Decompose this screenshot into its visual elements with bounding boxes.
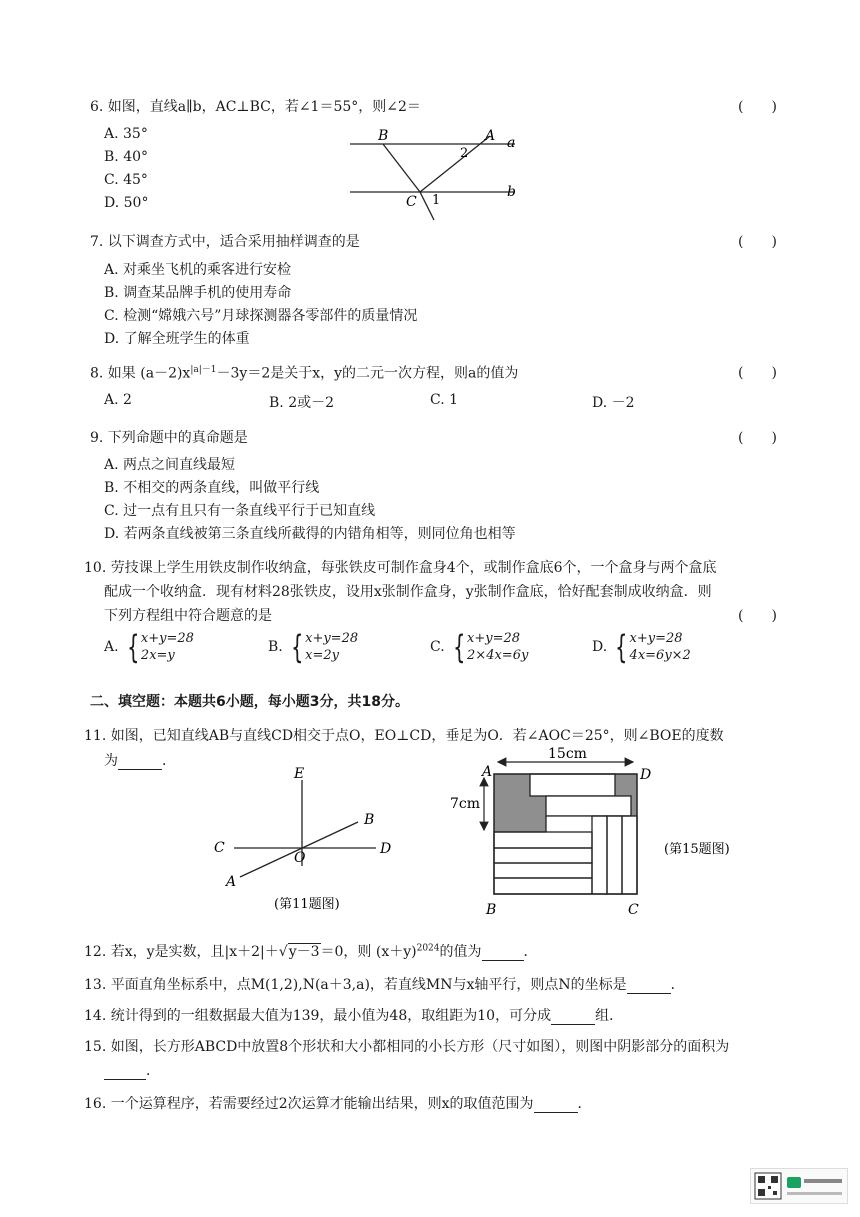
label-angle-1: 1 (432, 193, 441, 208)
caption-fig15: (第15题图) (664, 842, 730, 857)
option-10c-eq2: 2×4x=6y (467, 648, 529, 663)
qr-code-icon (751, 1169, 847, 1203)
question-16 (84, 1093, 592, 1113)
label-A: A (482, 764, 493, 780)
q12-end: ． (523, 944, 538, 960)
answer-blank-14[interactable] (551, 1010, 595, 1025)
option-10a-label: A. (104, 639, 119, 655)
answer-blank-16[interactable] (534, 1098, 578, 1113)
answer-paren-7[interactable]: ( ) (738, 234, 777, 250)
option-7b[interactable]: B. 调查某品牌手机的使用寿命 (104, 285, 292, 301)
option-10c-eq1: x+y=28 (467, 631, 521, 646)
option-10d-eq1: x+y=28 (629, 631, 683, 646)
option-10a-eq2: 2x=y (140, 648, 175, 663)
answer-blank-13[interactable] (627, 979, 671, 994)
question-15-line1: 15. 如图，长方形ABCD中放置8个形状和大小都相同的小长方形（尺寸如图），则图中阴影部分的面积为 (84, 1039, 730, 1055)
question-11-line2 (104, 750, 176, 770)
question-15-line2 (104, 1060, 160, 1080)
q12-post: 的值为 (439, 944, 482, 960)
figure-q11 (206, 762, 416, 917)
figure-q6 (340, 124, 530, 224)
question-9-stem: 9. 下列命题中的真命题是 (90, 430, 248, 446)
option-9c[interactable]: C. 过一点有且只有一条直线平行于已知直线 (104, 503, 376, 519)
answer-paren-8[interactable]: ( ) (738, 365, 777, 381)
question-10-line2: 配成一个收纳盒．现有材料28张铁皮，设用x张制作盒身，y张制作盒底，恰好配套制成收纳盒．则 (104, 584, 712, 600)
label-D: D (640, 767, 652, 783)
option-9a[interactable]: A. 两点之间直线最短 (104, 457, 236, 473)
sqrt-icon: √ (278, 944, 288, 960)
brace-icon: { (615, 628, 628, 666)
option-10a-eq1: x+y=28 (140, 631, 194, 646)
q8-exponent: |a|－1 (190, 365, 217, 375)
label-B: B (378, 128, 389, 144)
figure-q15 (448, 746, 758, 918)
answer-blank-15[interactable] (104, 1065, 146, 1080)
option-8d[interactable]: D. －2 (592, 395, 635, 411)
option-6d[interactable]: D. 50° (104, 195, 149, 211)
label-D: D (380, 841, 392, 857)
option-10d-label: D. (592, 639, 608, 655)
label-a: a (507, 135, 516, 151)
section-2-heading: 二、填空题：本题共6小题，每小题3分，共18分。 (90, 694, 409, 710)
option-9b[interactable]: B. 不相交的两条直线，叫做平行线 (104, 480, 320, 496)
brace-icon: { (290, 628, 304, 666)
q13-pre: 13. 平面直角坐标系中，点M(1,2),N(a＋3,a)，若直线MN与x轴平行，则点N的坐标是 (84, 977, 627, 993)
q12-exp: 2024 (416, 943, 440, 954)
q16-end: ． (577, 1096, 592, 1112)
option-10d[interactable] (592, 630, 691, 664)
width-label: 15cm (548, 746, 587, 762)
option-10b-eq2: x=2y (305, 648, 339, 663)
option-10c[interactable] (430, 630, 528, 664)
option-10a[interactable] (104, 630, 194, 664)
label-B: B (364, 812, 375, 828)
answer-paren-6[interactable]: ( ) (738, 99, 777, 115)
question-14 (84, 1005, 623, 1025)
label-b: b (507, 184, 516, 200)
label-E: E (294, 766, 305, 782)
answer-paren-9[interactable]: ( ) (738, 430, 777, 446)
label-B: B (486, 902, 497, 918)
option-7a[interactable]: A. 对乘坐飞机的乘客进行安检 (104, 262, 292, 278)
q13-end: ． (670, 977, 685, 993)
question-10-line3: 下列方程组中符合题意的是 (104, 608, 272, 624)
option-8c[interactable]: C. 1 (430, 392, 459, 408)
label-angle-2: 2 (460, 146, 469, 161)
option-6a[interactable]: A. 35° (104, 126, 148, 142)
label-A: A (485, 128, 496, 144)
q8-stem-pre: 8. 如果 (a－2)x (90, 365, 191, 382)
option-8b[interactable]: B. 2或－2 (269, 395, 335, 411)
question-7-stem: 7. 以下调查方式中，适合采用抽样调查的是 (90, 234, 360, 250)
brace-icon: { (126, 628, 139, 666)
answer-blank-12[interactable] (482, 946, 524, 961)
label-O: O (294, 850, 306, 866)
q14-pre: 14. 统计得到的一组数据最大值为139，最小值为48，取组距为10，可分成 (84, 1008, 552, 1024)
height-label: 7cm (450, 796, 481, 812)
question-8-stem (90, 362, 518, 383)
option-8a[interactable]: A. 2 (104, 392, 132, 408)
label-C: C (406, 194, 417, 210)
question-10-line1: 10. 劳技课上学生用铁皮制作收纳盒，每张铁皮可制作盒身4个，或制作盒底6个，一个盒身与两个盒底 (84, 560, 717, 576)
option-10b[interactable] (268, 630, 358, 664)
q15-end: ． (146, 1063, 160, 1079)
scanner-watermark (750, 1168, 848, 1204)
label-A: A (226, 874, 237, 890)
label-C: C (214, 840, 225, 856)
q8-stem-post: －3y＝2是关于x，y的二元一次方程，则a的值为 (216, 365, 519, 382)
option-6c[interactable]: C. 45° (104, 172, 148, 188)
question-6-stem: 6. 如图，直线a∥b，AC⊥BC，若∠1＝55°，则∠2＝ (90, 99, 421, 115)
option-10b-eq1: x+y=28 (305, 631, 359, 646)
option-10c-label: C. (430, 639, 445, 655)
q11-prefix: 为 (104, 753, 118, 769)
q12-radicand: y－3 (288, 944, 320, 960)
q12-pre: 12. 若x，y是实数，且|x＋2|＋ (84, 944, 279, 960)
label-C: C (628, 902, 639, 918)
option-10d-eq2: 4x=6y×2 (629, 648, 691, 663)
line-bc (383, 144, 420, 192)
option-7c[interactable]: C. 检测“嫦娥六号”月球探测器各零部件的质量情况 (104, 308, 418, 324)
q12-mid: ＝0，则 (x＋y) (320, 944, 417, 960)
q16-pre: 16. 一个运算程序，若需要经过2次运算才能输出结果，则x的取值范围为 (84, 1096, 534, 1112)
question-11-line1: 11. 如图，已知直线AB与直线CD相交于点O，EO⊥CD，垂足为O．若∠AOC＝25°，则∠BOE的度数 (84, 728, 724, 744)
question-12 (84, 941, 538, 961)
question-13 (84, 974, 685, 994)
caption-fig11: (第11题图) (274, 897, 340, 912)
q14-end: 组． (595, 1008, 624, 1024)
option-7d[interactable]: D. 了解全班学生的体重 (104, 331, 250, 347)
answer-paren-10[interactable]: ( ) (738, 608, 777, 624)
q11-suffix: ． (162, 753, 176, 769)
answer-blank-11[interactable] (118, 755, 162, 770)
option-6b[interactable]: B. 40° (104, 149, 149, 165)
option-9d[interactable]: D. 若两条直线被第三条直线所截得的内错角相等，则同位角也相等 (104, 526, 516, 542)
option-10b-label: B. (268, 639, 283, 655)
brace-icon: { (452, 628, 465, 666)
